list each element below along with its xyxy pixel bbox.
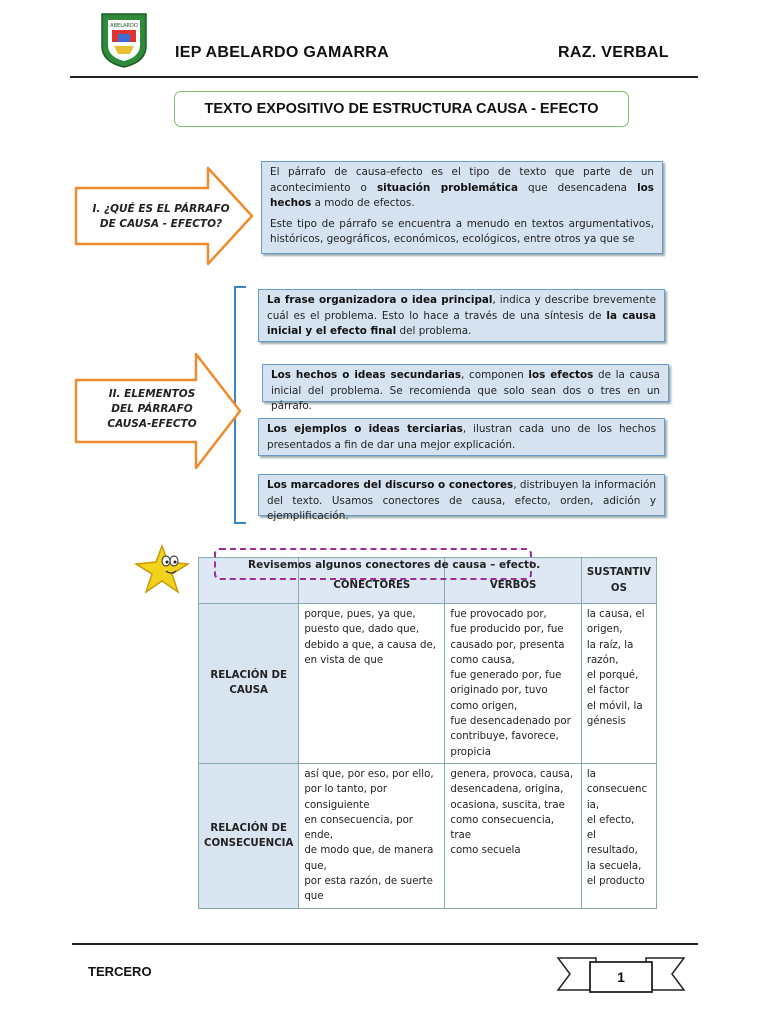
table-row — [199, 604, 657, 764]
page-number: 1 — [617, 969, 625, 985]
cell-verbos-consecuencia: genera, provoca, causa, desencadena, origina, ocasiona, suscita, trae como consecuencia, trae como secuela — [445, 763, 581, 908]
connectors-table — [198, 557, 657, 909]
element-connectors-box: Los marcadores del discurso o conectores, distribuyen la información del texto. Usamos conectores de causa, efecto, orden, adición y ejemplificación. — [258, 474, 665, 516]
cell-sustantivos-causa: la causa, el origen, la raíz, la razón, el porqué, el factor el móvil, la génesis — [581, 604, 656, 764]
cell-conectores-causa: porque, pues, ya que, puesto que, dado que, debido a que, a causa de, en vista de que — [299, 604, 445, 764]
table-header-conectores: CONECTORES — [299, 558, 445, 604]
table-header-verbos: VERBOS — [445, 558, 581, 604]
table-intro-text: Revisemos algunos conectores de causa – efecto. — [248, 559, 541, 571]
school-logo — [98, 12, 150, 68]
element-secondary-ideas-box: Los hechos o ideas secundarias, componen los efectos de la causa inicial del problema. Se recomienda que solo sean dos o tres en un párrafo. — [262, 364, 669, 402]
element-main-idea-box: La frase organizadora o idea principal, indica y describe brevemente cuál es el problema. Esto lo hace a través de una síntesis de la causa inicial y el efecto final del problema. — [258, 289, 665, 342]
table-header-sustantivos: SUSTANTIV OS — [581, 558, 656, 604]
cell-sustantivos-consecuencia: la consecuenc ia, el efecto, el resultado, la secuela, el producto — [581, 763, 656, 908]
cell-verbos-causa: fue provocado por, fue producido por, fue causado por, presenta como causa, fue generado por, fue originado por, tuvo como origen, fue desencadenado por contribuye, favorece, propicia — [445, 604, 581, 764]
cell-conectores-consecuencia: así que, por eso, por ello, por lo tanto, por consiguiente en consecuencia, por ende, de modo que, de manera que, por esta razón, de suerte que — [299, 763, 445, 908]
star-mascot-icon — [132, 544, 192, 594]
footer-divider — [72, 943, 698, 945]
grade-level: TERCERO — [88, 964, 152, 979]
element-tertiary-ideas-box: Los ejemplos o ideas terciarias, ilustran cada uno de los hechos presentados a fin de dar una mejor explicación. — [258, 418, 665, 456]
definition-para1: El párrafo de causa-efecto es el tipo de texto que parte de un acontecimiento o situación problemática que desencadena los hechos a modo de efectos. — [270, 166, 654, 210]
svg-text:ABELARDO: ABELARDO — [110, 23, 138, 29]
definition-box — [261, 161, 663, 254]
subject-name: RAZ. VERBAL — [558, 44, 669, 61]
section1-label: I. ¿QUÉ ES EL PÁRRAFO DE CAUSA - EFECTO? — [92, 203, 230, 231]
row-head-consecuencia: RELACIÓN DE CONSECUENCIA — [199, 763, 299, 908]
definition-para2: Este tipo de párrafo se encuentra a menudo en textos argumentativos, históricos, geográficos, económicos, ecológicos, entre otros ya que se — [270, 217, 654, 246]
page-title: TEXTO EXPOSITIVO DE ESTRUCTURA CAUSA - EFECTO — [174, 91, 629, 127]
table-row — [199, 763, 657, 908]
row-head-causa: RELACIÓN DE CAUSA — [199, 604, 299, 764]
school-name: IEP ABELARDO GAMARRA — [175, 44, 390, 61]
section2-label: II. ELEMENTOS DEL PÁRRAFO CAUSA-EFECTO — [107, 388, 197, 431]
header-divider — [70, 76, 698, 78]
